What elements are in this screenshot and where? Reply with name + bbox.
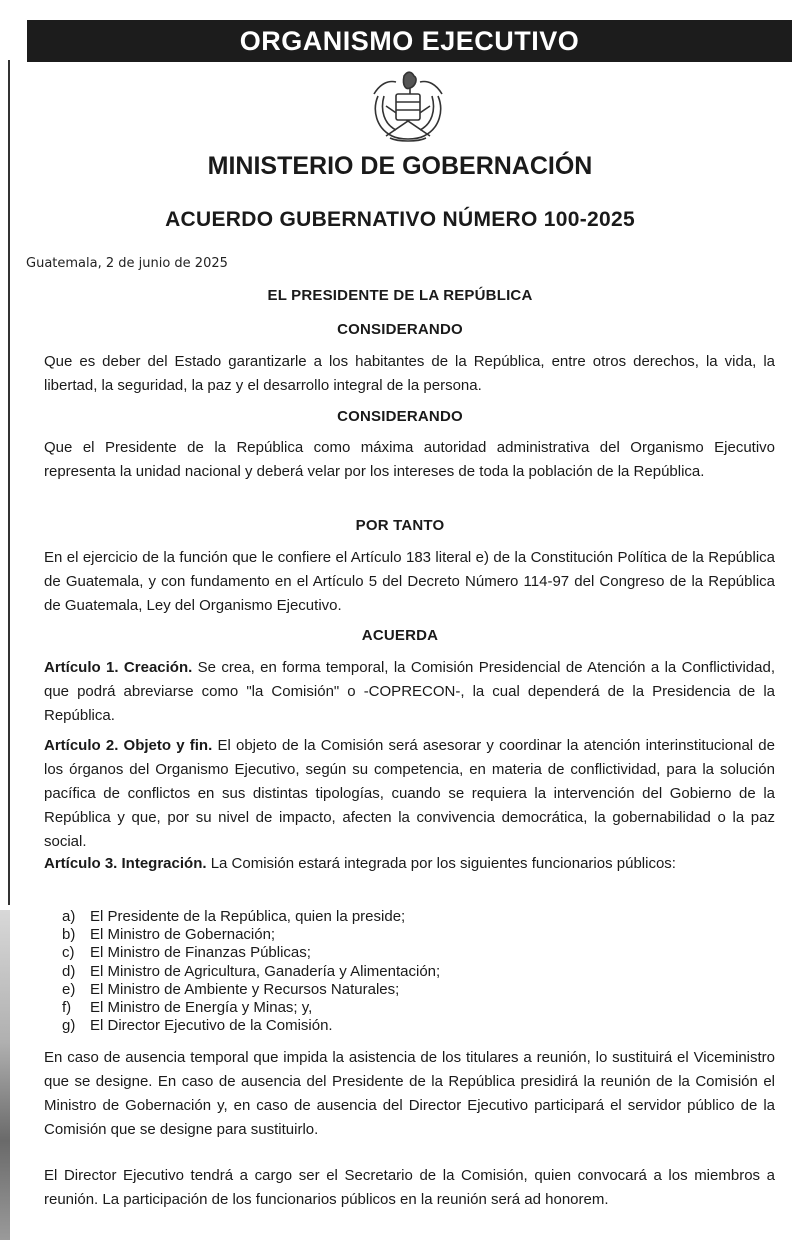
left-margin-shadow xyxy=(0,910,10,1240)
articulo-3-title: Artículo 3. Integración. xyxy=(44,855,207,872)
acuerda-heading: ACUERDA xyxy=(361,627,439,644)
dateline: Guatemala, 2 de junio de 2025 xyxy=(26,256,228,271)
por-tanto-heading: POR TANTO xyxy=(355,517,445,534)
ministry-title: MINISTERIO DE GOBERNACIÓN xyxy=(207,152,593,180)
articulo-1-title: Artículo 1. Creación. xyxy=(44,659,193,676)
left-margin-rule xyxy=(0,60,10,905)
list-item: g) El Director Ejecutivo de la Comisión. xyxy=(62,1017,333,1035)
banner-title: ORGANISMO EJECUTIVO xyxy=(27,20,792,62)
considerando-1-heading: CONSIDERANDO xyxy=(337,321,463,338)
articulo-1 xyxy=(44,656,775,728)
list-item: b) El Ministro de Gobernación; xyxy=(62,926,276,944)
articulo-3-text: La Comisión estará integrada por los siguientes funcionarios públicos: xyxy=(206,855,676,872)
list-item: d) El Ministro de Agricultura, Ganadería y Alimentación; xyxy=(62,962,441,980)
considerando-2-heading: CONSIDERANDO xyxy=(337,408,463,425)
articulo-2 xyxy=(44,734,775,854)
list-item: c) El Ministro de Finanzas Públicas; xyxy=(62,944,311,962)
considerando-1-text: Que es deber del Estado garantizarle a los habitantes de la República, entre otros derechos, la vida, la libertad, la seguridad, la paz y el desarrollo integral de la persona. xyxy=(44,353,775,394)
list-item: a) El Presidente de la República, quien la preside; xyxy=(62,908,406,925)
por-tanto-text: En el ejercicio de la función que le confiere el Artículo 183 literal e) de la Constitución Política de la República de Guatemala, y con fundamento en el Artículo 5 del Decreto Número 114-97 del Congreso de la República de Guatemala, Ley del Organismo Ejecutivo. xyxy=(44,549,775,614)
articulo-1-text: Se crea, en forma temporal, la Comisión Presidencial de Atención a la Conflictividad, que podrá abreviarse como "la Comisión" o -COPRECON-, la cual dependerá de la Presidencia de la República. xyxy=(44,659,775,724)
articulo-2-title: Artículo 2. Objeto y fin. xyxy=(44,737,213,754)
list-item: f) El Ministro de Energía y Minas; y, xyxy=(62,999,313,1017)
president-heading: EL PRESIDENTE DE LA REPÚBLICA xyxy=(267,287,533,304)
secretario-text: El Director Ejecutivo tendrá a cargo ser el Secretario de la Comisión, quien convocará a los miembros a reunión. La participación de los funcionarios públicos en la reunión será ad honorem. xyxy=(44,1167,775,1208)
ausencia-text: En caso de ausencia temporal que impida la asistencia de los titulares a reunión, lo sustituirá el Viceministro que se designe. En caso de ausencia del Presidente de la República presidirá la reunión de la Comisión el Ministro de Gobernación y, en caso de ausencia del Director Ejecutivo participará el servidor público de la Comisión que se designe para sustituirlo. xyxy=(44,1049,775,1138)
coat-of-arms-guatemala-icon xyxy=(366,66,450,144)
considerando-2-text: Que el Presidente de la República como máxima autoridad administrativa del Organismo Ejecutivo representa la unidad nacional y deberá velar por los intereses de toda la población de la República. xyxy=(44,439,775,480)
articulo-3 xyxy=(44,852,775,876)
acuerdo-number: ACUERDO GUBERNATIVO NÚMERO 100-2025 xyxy=(165,208,635,231)
list-item: e) El Ministro de Ambiente y Recursos Naturales; xyxy=(62,980,400,998)
members-list xyxy=(62,908,440,1035)
articulo-2-text: El objeto de la Comisión será asesorar y coordinar la atención interinstitucional de los órganos del Organismo Ejecutivo, según su competencia, en materia de conflictividad, para la solución pacífica de conflictos en sus distintas tipologías, cuando se requiera la intervención del Gobierno de la República y que, por su nivel de impacto, afecten la convivencia democrática, la gobernabilidad o la paz social. xyxy=(44,737,775,850)
